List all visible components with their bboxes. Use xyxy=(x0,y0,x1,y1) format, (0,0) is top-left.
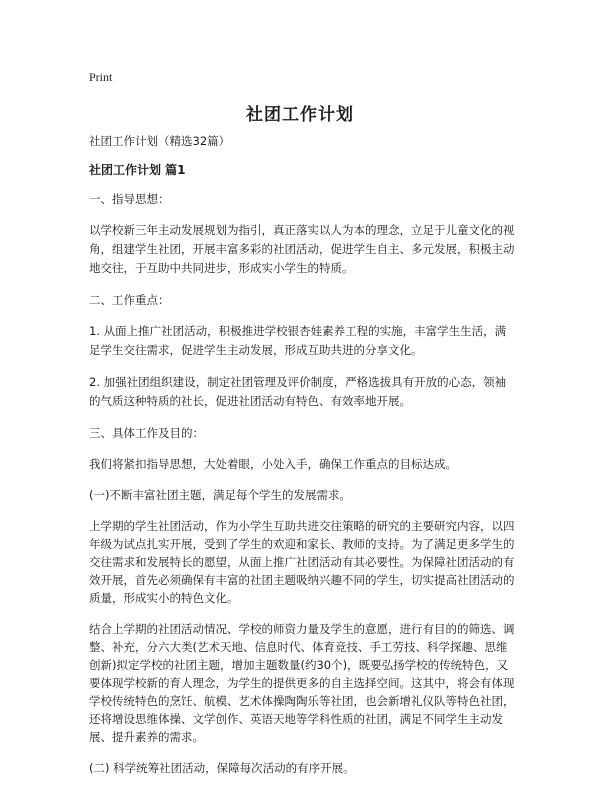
paragraph-subsection-2: (二) 科学统筹社团活动，保障每次活动的有序开展。 xyxy=(89,761,355,775)
paragraph-specific-work-heading: 三、具体工作及目的： xyxy=(89,426,204,440)
paragraph-subsection-1: (一)不断丰富社团主题，满足每个学生的发展需求。 xyxy=(89,488,351,502)
document-body xyxy=(89,132,516,791)
paragraph-guiding-ideology: 以学校新三年主动发展规划为指引，真正落实以人为本的理念，立足于儿童文化的视角，组建学生社团，开展丰富多彩的社团活动，促进学生自主、多元发展，积极主动地交往，于互助中共同进步，形成实小学生的特质。 xyxy=(89,223,515,275)
paragraph-guiding-ideology-heading: 一、指导思想： xyxy=(89,192,170,206)
page-title: 社团工作计划 xyxy=(246,105,354,125)
section-heading: 社团工作计划 篇1 xyxy=(89,163,186,177)
print-label: Print xyxy=(89,70,113,84)
paragraph-intro: 我们将紧扣指导思想，大处着眼，小处入手，确保工作重点的目标达成。 xyxy=(89,457,457,471)
paragraph-work-focus-heading: 二、工作重点： xyxy=(89,293,170,307)
document-subtitle: 社团工作计划（精选32篇） xyxy=(89,134,231,148)
paragraph-work-focus-1: 1. 从面上推广社团活动，积极推进学校银杏娃素养工程的实施，丰富学生生活，满足学生交往需求，促进学生主动发展，形成互助共进的分享文化。 xyxy=(89,324,507,357)
paragraph-themes: 结合上学期的社团活动情况、学校的师资力量及学生的意愿，进行有目的的筛选、调整、补充，分六大类(艺术天地、信息时代、体育竞技、手工劳技、科学探趣、思维创新)拟定学校的社团主题，增加主题数量(约30个)，既要弘扬学校的传统特色，又要体现学校新的育人理念，为学生的提供更多的自主选择空间。这其中，将会有体现学校传统特色的烹饪、航模、艺术体操陶陶乐等社团，也会新增礼仪队等特色社团，还将增设思维体操、文学创作、英语天地等学科性质的社团，满足不同学生主动发展、提升素养的需求。 xyxy=(89,622,515,744)
paragraph-work-focus-2: 2. 加强社团组织建设，制定社团管理及评价制度，严格选拔具有开放的心态，领袖的气质这种特质的社长，促进社团活动有特色、有效率地开展。 xyxy=(89,375,507,408)
paragraph-last-semester: 上学期的学生社团活动，作为小学生互助共进交往策略的研究的主要研究内容，以四年级为试点扎实开展，受到了学生的欢迎和家长、教师的支持。为了满足更多学生的交往需求和发展特长的愿望，从面上推广社团活动有其必要性。为保障社团活动的有效开展，首先必须确保有丰富的社团主题吸纳兴趣不同的学生，切实提高社团活动的质量，形成实小的特色文化。 xyxy=(89,519,515,605)
